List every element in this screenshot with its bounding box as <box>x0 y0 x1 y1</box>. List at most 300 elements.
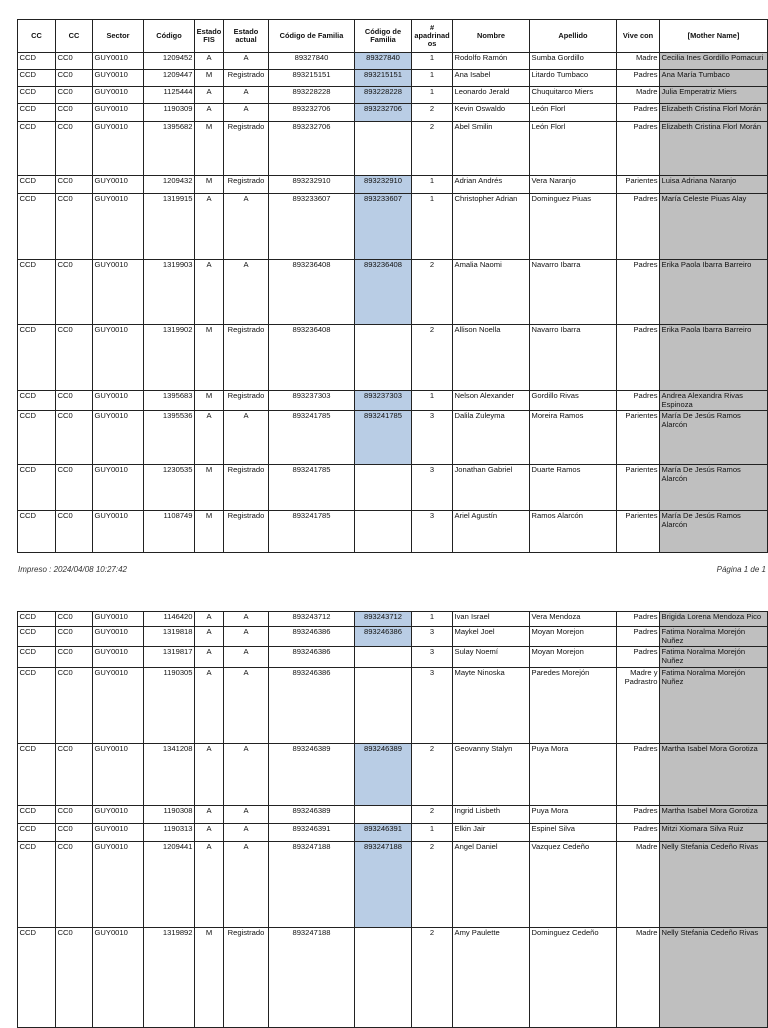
cc-cell: CCD <box>18 743 56 805</box>
vive-con-cell: Madre <box>617 87 660 104</box>
estado-actual-cell: A <box>224 647 269 667</box>
sector-cell: GUY0010 <box>93 176 144 194</box>
mother-name-cell: María De Jesús Ramos Alarcón <box>660 411 768 465</box>
estado-actual-cell: A <box>224 627 269 647</box>
estado-fis-cell: A <box>195 805 224 823</box>
vive-con-cell: Madre <box>617 841 660 927</box>
apellido-cell: Dominguez Cedeño <box>530 927 617 1027</box>
vive-con-cell: Padres <box>617 70 660 87</box>
estado-fis-cell: A <box>195 87 224 104</box>
apadrinados-cell: 2 <box>412 260 453 325</box>
vive-con-cell: Madre <box>617 53 660 70</box>
estado-actual-cell: A <box>224 194 269 260</box>
codigo-cell: 1395683 <box>144 391 195 411</box>
nombre-cell: Adrian Andrés <box>453 176 530 194</box>
cc-cell: CC0 <box>56 411 93 465</box>
codigo-familia-highlight-cell <box>355 511 412 553</box>
cc-cell: CC0 <box>56 391 93 411</box>
mother-name-cell: Fatima Noralma Morejón Nuñez <box>660 627 768 647</box>
sector-cell: GUY0010 <box>93 194 144 260</box>
codigo-cell: 1319892 <box>144 927 195 1027</box>
mother-name-cell: Elizabeth Cristina Florl Morán <box>660 104 768 122</box>
estado-actual-cell: Registrado <box>224 391 269 411</box>
mother-name-cell: Erika Paola Ibarra Barreiro <box>660 260 768 325</box>
codigo-familia-cell: 893233607 <box>269 194 355 260</box>
page-number: Página 1 de 1 <box>716 565 766 574</box>
estado-fis-cell: A <box>195 612 224 627</box>
table-row <box>18 391 768 411</box>
estado-fis-cell: M <box>195 927 224 1027</box>
vive-con-cell: Padres <box>617 391 660 411</box>
col-header-apellido: Apellido <box>530 20 617 53</box>
cc-cell: CCD <box>18 511 56 553</box>
apadrinados-cell: 3 <box>412 465 453 511</box>
cc-cell: CC0 <box>56 667 93 743</box>
codigo-familia-highlight-cell: 893233607 <box>355 194 412 260</box>
nombre-cell: Angel Daniel <box>453 841 530 927</box>
sector-cell: GUY0010 <box>93 805 144 823</box>
col-header-mother-name: [Mother Name] <box>660 20 768 53</box>
codigo-familia-highlight-cell: 89327840 <box>355 53 412 70</box>
table-row <box>18 841 768 927</box>
sector-cell: GUY0010 <box>93 260 144 325</box>
codigo-cell: 1341208 <box>144 743 195 805</box>
apadrinados-cell: 1 <box>412 53 453 70</box>
cc-cell: CCD <box>18 667 56 743</box>
estado-fis-cell: A <box>195 841 224 927</box>
codigo-familia-highlight-cell <box>355 465 412 511</box>
codigo-familia-highlight-cell: 893236408 <box>355 260 412 325</box>
estado-actual-cell: Registrado <box>224 122 269 176</box>
apellido-cell: Paredes Morejón <box>530 667 617 743</box>
estado-fis-cell: A <box>195 260 224 325</box>
apadrinados-cell: 1 <box>412 87 453 104</box>
codigo-familia-cell: 893228228 <box>269 87 355 104</box>
apellido-cell: León Florl <box>530 122 617 176</box>
mother-name-cell: Nelly Stefania Cedeño Rivas <box>660 841 768 927</box>
apadrinados-cell: 2 <box>412 805 453 823</box>
vive-con-cell: Madre y Padrastro <box>617 667 660 743</box>
codigo-familia-cell: 893246386 <box>269 667 355 743</box>
header-row <box>18 20 768 53</box>
codigo-familia-cell: 893215151 <box>269 70 355 87</box>
cc-cell: CCD <box>18 391 56 411</box>
codigo-cell: 1319817 <box>144 647 195 667</box>
estado-actual-cell: A <box>224 805 269 823</box>
vive-con-cell: Padres <box>617 627 660 647</box>
estado-actual-cell: Registrado <box>224 325 269 391</box>
apadrinados-cell: 1 <box>412 823 453 841</box>
apellido-cell: Vera Mendoza <box>530 612 617 627</box>
vive-con-cell: Padres <box>617 823 660 841</box>
mother-name-cell: Martha Isabel Mora Gorotiza <box>660 805 768 823</box>
cc-cell: CCD <box>18 325 56 391</box>
apadrinados-cell: 3 <box>412 511 453 553</box>
table-row <box>18 465 768 511</box>
nombre-cell: Nelson Alexander <box>453 391 530 411</box>
apellido-cell: Sumba Gordillo <box>530 53 617 70</box>
codigo-familia-highlight-cell: 893232706 <box>355 104 412 122</box>
cc-cell: CCD <box>18 465 56 511</box>
nombre-cell: Rodolfo Ramón <box>453 53 530 70</box>
apadrinados-cell: 1 <box>412 194 453 260</box>
cc-cell: CC0 <box>56 176 93 194</box>
sector-cell: GUY0010 <box>93 667 144 743</box>
cc-cell: CC0 <box>56 805 93 823</box>
apadrinados-cell: 3 <box>412 647 453 667</box>
cc-cell: CC0 <box>56 823 93 841</box>
codigo-familia-cell: 893236408 <box>269 325 355 391</box>
sector-cell: GUY0010 <box>93 325 144 391</box>
table-row <box>18 612 768 627</box>
codigo-familia-highlight-cell: 893241785 <box>355 411 412 465</box>
nombre-cell: Kevin Oswaldo <box>453 104 530 122</box>
codigo-familia-cell: 893247188 <box>269 927 355 1027</box>
vive-con-cell: Padres <box>617 122 660 176</box>
estado-fis-cell: A <box>195 411 224 465</box>
table-row <box>18 647 768 667</box>
apadrinados-cell: 2 <box>412 841 453 927</box>
codigo-cell: 1190305 <box>144 667 195 743</box>
estado-fis-cell: M <box>195 391 224 411</box>
codigo-familia-cell: 893232910 <box>269 176 355 194</box>
mother-name-cell: Martha Isabel Mora Gorotiza <box>660 743 768 805</box>
apellido-cell: Vazquez Cedeño <box>530 841 617 927</box>
table-row <box>18 805 768 823</box>
mother-name-cell: María De Jesús Ramos Alarcón <box>660 511 768 553</box>
cc-cell: CC0 <box>56 927 93 1027</box>
apadrinados-cell: 2 <box>412 743 453 805</box>
codigo-cell: 1230535 <box>144 465 195 511</box>
estado-fis-cell: A <box>195 823 224 841</box>
estado-fis-cell: M <box>195 325 224 391</box>
nombre-cell: Ingrid Lisbeth <box>453 805 530 823</box>
col-header-nombre: Nombre <box>453 20 530 53</box>
estado-actual-cell: Registrado <box>224 70 269 87</box>
vive-con-cell: Padres <box>617 260 660 325</box>
table-row <box>18 176 768 194</box>
sector-cell: GUY0010 <box>93 391 144 411</box>
cc-cell: CCD <box>18 104 56 122</box>
cc-cell: CC0 <box>56 70 93 87</box>
nombre-cell: Amalia Naomi <box>453 260 530 325</box>
codigo-familia-highlight-cell: 893228228 <box>355 87 412 104</box>
estado-actual-cell: Registrado <box>224 511 269 553</box>
apellido-cell: Duarte Ramos <box>530 465 617 511</box>
codigo-familia-cell: 893236408 <box>269 260 355 325</box>
nombre-cell: Allison Noella <box>453 325 530 391</box>
col-header-vive-con: Vive con <box>617 20 660 53</box>
codigo-familia-highlight-cell: 893246386 <box>355 627 412 647</box>
apellido-cell: León Florl <box>530 104 617 122</box>
col-header-cc: CC <box>18 20 56 53</box>
apellido-cell: Puya Mora <box>530 805 617 823</box>
mother-name-cell: Fatima Noralma Morejón Nuñez <box>660 647 768 667</box>
table-row <box>18 104 768 122</box>
table-row <box>18 122 768 176</box>
cc-cell: CCD <box>18 53 56 70</box>
cc-cell: CC0 <box>56 325 93 391</box>
codigo-familia-highlight-cell: 893246389 <box>355 743 412 805</box>
table-row <box>18 743 768 805</box>
vive-con-cell: Parientes <box>617 176 660 194</box>
col-header-apadrinados: # apadrinados <box>412 20 453 53</box>
cc-cell: CCD <box>18 927 56 1027</box>
cc-cell: CCD <box>18 805 56 823</box>
mother-name-cell: Andrea Alexandra Rivas Espinoza <box>660 391 768 411</box>
table-row <box>18 53 768 70</box>
sector-cell: GUY0010 <box>93 743 144 805</box>
estado-actual-cell: A <box>224 743 269 805</box>
cc-cell: CCD <box>18 823 56 841</box>
estado-fis-cell: A <box>195 53 224 70</box>
nombre-cell: Elkin Jair <box>453 823 530 841</box>
estado-actual-cell: A <box>224 411 269 465</box>
col-header-estado-fis: Estado FIS <box>195 20 224 53</box>
apadrinados-cell: 3 <box>412 411 453 465</box>
codigo-familia-cell: 893232706 <box>269 104 355 122</box>
estado-actual-cell: Registrado <box>224 927 269 1027</box>
estado-actual-cell: A <box>224 841 269 927</box>
cc-cell: CCD <box>18 194 56 260</box>
codigo-familia-cell: 893241785 <box>269 465 355 511</box>
estado-fis-cell: M <box>195 122 224 176</box>
mother-name-cell: Elizabeth Cristina Florl Morán <box>660 122 768 176</box>
codigo-familia-cell: 89327840 <box>269 53 355 70</box>
nombre-cell: Sulay Noemí <box>453 647 530 667</box>
codigo-familia-cell: 893241785 <box>269 411 355 465</box>
table-row <box>18 627 768 647</box>
nombre-cell: Ivan Israel <box>453 612 530 627</box>
mother-name-cell: Ana María Tumbaco <box>660 70 768 87</box>
apellido-cell: Gordillo Rivas <box>530 391 617 411</box>
cc-cell: CCD <box>18 411 56 465</box>
estado-fis-cell: A <box>195 647 224 667</box>
sector-cell: GUY0010 <box>93 647 144 667</box>
mother-name-cell: Brigida Lorena Mendoza Pico <box>660 612 768 627</box>
col-header-sector: Sector <box>93 20 144 53</box>
cc-cell: CC0 <box>56 511 93 553</box>
codigo-cell: 1209447 <box>144 70 195 87</box>
apadrinados-cell: 3 <box>412 627 453 647</box>
nombre-cell: Christopher Adrian <box>453 194 530 260</box>
sector-cell: GUY0010 <box>93 87 144 104</box>
estado-actual-cell: Registrado <box>224 176 269 194</box>
estado-actual-cell: A <box>224 104 269 122</box>
apadrinados-cell: 1 <box>412 391 453 411</box>
codigo-familia-highlight-cell <box>355 667 412 743</box>
codigo-cell: 1395536 <box>144 411 195 465</box>
estado-fis-cell: M <box>195 511 224 553</box>
vive-con-cell: Padres <box>617 104 660 122</box>
estado-actual-cell: A <box>224 87 269 104</box>
estado-actual-cell: Registrado <box>224 465 269 511</box>
col-header-codigo-familia: Código de Familia <box>269 20 355 53</box>
sector-cell: GUY0010 <box>93 122 144 176</box>
cc-cell: CC0 <box>56 87 93 104</box>
nombre-cell: Jonathan Gabriel <box>453 465 530 511</box>
cc-cell: CC0 <box>56 260 93 325</box>
estado-fis-cell: A <box>195 194 224 260</box>
table-row <box>18 927 768 1027</box>
cc-cell: CCD <box>18 841 56 927</box>
apellido-cell: Moyan Morejon <box>530 627 617 647</box>
apadrinados-cell: 2 <box>412 927 453 1027</box>
codigo-cell: 1319903 <box>144 260 195 325</box>
mother-name-cell: Mitzi Xiomara Silva Ruiz <box>660 823 768 841</box>
mother-name-cell: Fatima Noralma Morejón Nuñez <box>660 667 768 743</box>
printed-timestamp: Impreso : 2024/04/08 10:27:42 <box>18 565 127 574</box>
nombre-cell: Ana Isabel <box>453 70 530 87</box>
apellido-cell: Navarro Ibarra <box>530 325 617 391</box>
records-table-page-1 <box>17 19 768 553</box>
sector-cell: GUY0010 <box>93 927 144 1027</box>
sector-cell: GUY0010 <box>93 411 144 465</box>
apellido-cell: Puya Mora <box>530 743 617 805</box>
mother-name-cell: Cecilia Ines Gordillo Pomacuri <box>660 53 768 70</box>
vive-con-cell: Padres <box>617 194 660 260</box>
nombre-cell: Maykel Joel <box>453 627 530 647</box>
cc-cell: CCD <box>18 627 56 647</box>
codigo-cell: 1319902 <box>144 325 195 391</box>
apellido-cell: Espinel Silva <box>530 823 617 841</box>
estado-fis-cell: A <box>195 667 224 743</box>
estado-actual-cell: A <box>224 667 269 743</box>
apadrinados-cell: 1 <box>412 612 453 627</box>
vive-con-cell: Padres <box>617 805 660 823</box>
codigo-cell: 1209432 <box>144 176 195 194</box>
sector-cell: GUY0010 <box>93 612 144 627</box>
codigo-familia-cell: 893246391 <box>269 823 355 841</box>
codigo-familia-cell: 893246389 <box>269 743 355 805</box>
cc-cell: CCD <box>18 87 56 104</box>
estado-actual-cell: A <box>224 53 269 70</box>
col-header-codigo: Código <box>144 20 195 53</box>
cc-cell: CC0 <box>56 841 93 927</box>
estado-actual-cell: A <box>224 612 269 627</box>
estado-actual-cell: A <box>224 260 269 325</box>
records-table-page-2 <box>17 611 768 1028</box>
codigo-familia-highlight-cell: 893243712 <box>355 612 412 627</box>
cc-cell: CCD <box>18 612 56 627</box>
vive-con-cell: Padres <box>617 743 660 805</box>
codigo-cell: 1190313 <box>144 823 195 841</box>
vive-con-cell: Padres <box>617 647 660 667</box>
apadrinados-cell: 1 <box>412 176 453 194</box>
table-row <box>18 70 768 87</box>
sector-cell: GUY0010 <box>93 511 144 553</box>
mother-name-cell: Erika Paola Ibarra Barreiro <box>660 325 768 391</box>
codigo-cell: 1209452 <box>144 53 195 70</box>
codigo-cell: 1395682 <box>144 122 195 176</box>
codigo-familia-cell: 893246389 <box>269 805 355 823</box>
nombre-cell: Amy Paulette <box>453 927 530 1027</box>
vive-con-cell: Madre <box>617 927 660 1027</box>
table-row <box>18 87 768 104</box>
apadrinados-cell: 2 <box>412 122 453 176</box>
vive-con-cell: Padres <box>617 325 660 391</box>
mother-name-cell: Julia Emperatriz Miers <box>660 87 768 104</box>
codigo-familia-cell: 893247188 <box>269 841 355 927</box>
table-row <box>18 511 768 553</box>
vive-con-cell: Padres <box>617 612 660 627</box>
codigo-cell: 1319818 <box>144 627 195 647</box>
apellido-cell: Moreira Ramos <box>530 411 617 465</box>
sector-cell: GUY0010 <box>93 70 144 87</box>
table-row <box>18 823 768 841</box>
codigo-familia-cell: 893232706 <box>269 122 355 176</box>
mother-name-cell: María Celeste Piuas Alay <box>660 194 768 260</box>
table-row <box>18 411 768 465</box>
cc-cell: CC0 <box>56 194 93 260</box>
apellido-cell: Moyan Morejon <box>530 647 617 667</box>
codigo-familia-highlight-cell: 893247188 <box>355 841 412 927</box>
estado-fis-cell: A <box>195 104 224 122</box>
col-header-estado-actual: Estado actual <box>224 20 269 53</box>
codigo-cell: 1209441 <box>144 841 195 927</box>
codigo-familia-cell: 893246386 <box>269 627 355 647</box>
codigo-cell: 1190309 <box>144 104 195 122</box>
mother-name-cell: Luisa Adriana Naranjo <box>660 176 768 194</box>
codigo-familia-cell: 893237303 <box>269 391 355 411</box>
estado-fis-cell: A <box>195 627 224 647</box>
table-row <box>18 194 768 260</box>
codigo-familia-cell: 893241785 <box>269 511 355 553</box>
apellido-cell: Litardo Tumbaco <box>530 70 617 87</box>
cc-cell: CC0 <box>56 743 93 805</box>
sector-cell: GUY0010 <box>93 465 144 511</box>
cc-cell: CC0 <box>56 465 93 511</box>
codigo-familia-highlight-cell <box>355 927 412 1027</box>
vive-con-cell: Parientes <box>617 411 660 465</box>
table-row <box>18 667 768 743</box>
cc-cell: CCD <box>18 122 56 176</box>
estado-actual-cell: A <box>224 823 269 841</box>
vive-con-cell: Parientes <box>617 511 660 553</box>
nombre-cell: Geovanny Stalyn <box>453 743 530 805</box>
col-header-codigo-familia-2: Código de Familia <box>355 20 412 53</box>
cc-cell: CC0 <box>56 647 93 667</box>
apellido-cell: Dominguez Piuas <box>530 194 617 260</box>
apadrinados-cell: 1 <box>412 70 453 87</box>
estado-fis-cell: M <box>195 465 224 511</box>
cc-cell: CC0 <box>56 122 93 176</box>
codigo-familia-highlight-cell <box>355 325 412 391</box>
apellido-cell: Chuquitarco Miers <box>530 87 617 104</box>
apellido-cell: Vera Naranjo <box>530 176 617 194</box>
nombre-cell: Ariel Agustín <box>453 511 530 553</box>
cc-cell: CC0 <box>56 53 93 70</box>
sector-cell: GUY0010 <box>93 53 144 70</box>
codigo-familia-highlight-cell: 893237303 <box>355 391 412 411</box>
apadrinados-cell: 2 <box>412 325 453 391</box>
codigo-familia-highlight-cell: 893215151 <box>355 70 412 87</box>
cc-cell: CC0 <box>56 612 93 627</box>
apellido-cell: Ramos Alarcón <box>530 511 617 553</box>
cc-cell: CCD <box>18 647 56 667</box>
apadrinados-cell: 2 <box>412 104 453 122</box>
vive-con-cell: Parientes <box>617 465 660 511</box>
cc-cell: CCD <box>18 176 56 194</box>
codigo-cell: 1125444 <box>144 87 195 104</box>
codigo-cell: 1108749 <box>144 511 195 553</box>
cc-cell: CC0 <box>56 104 93 122</box>
nombre-cell: Dalila Zuleyma <box>453 411 530 465</box>
cc-cell: CCD <box>18 260 56 325</box>
sector-cell: GUY0010 <box>93 823 144 841</box>
sector-cell: GUY0010 <box>93 627 144 647</box>
codigo-cell: 1190308 <box>144 805 195 823</box>
